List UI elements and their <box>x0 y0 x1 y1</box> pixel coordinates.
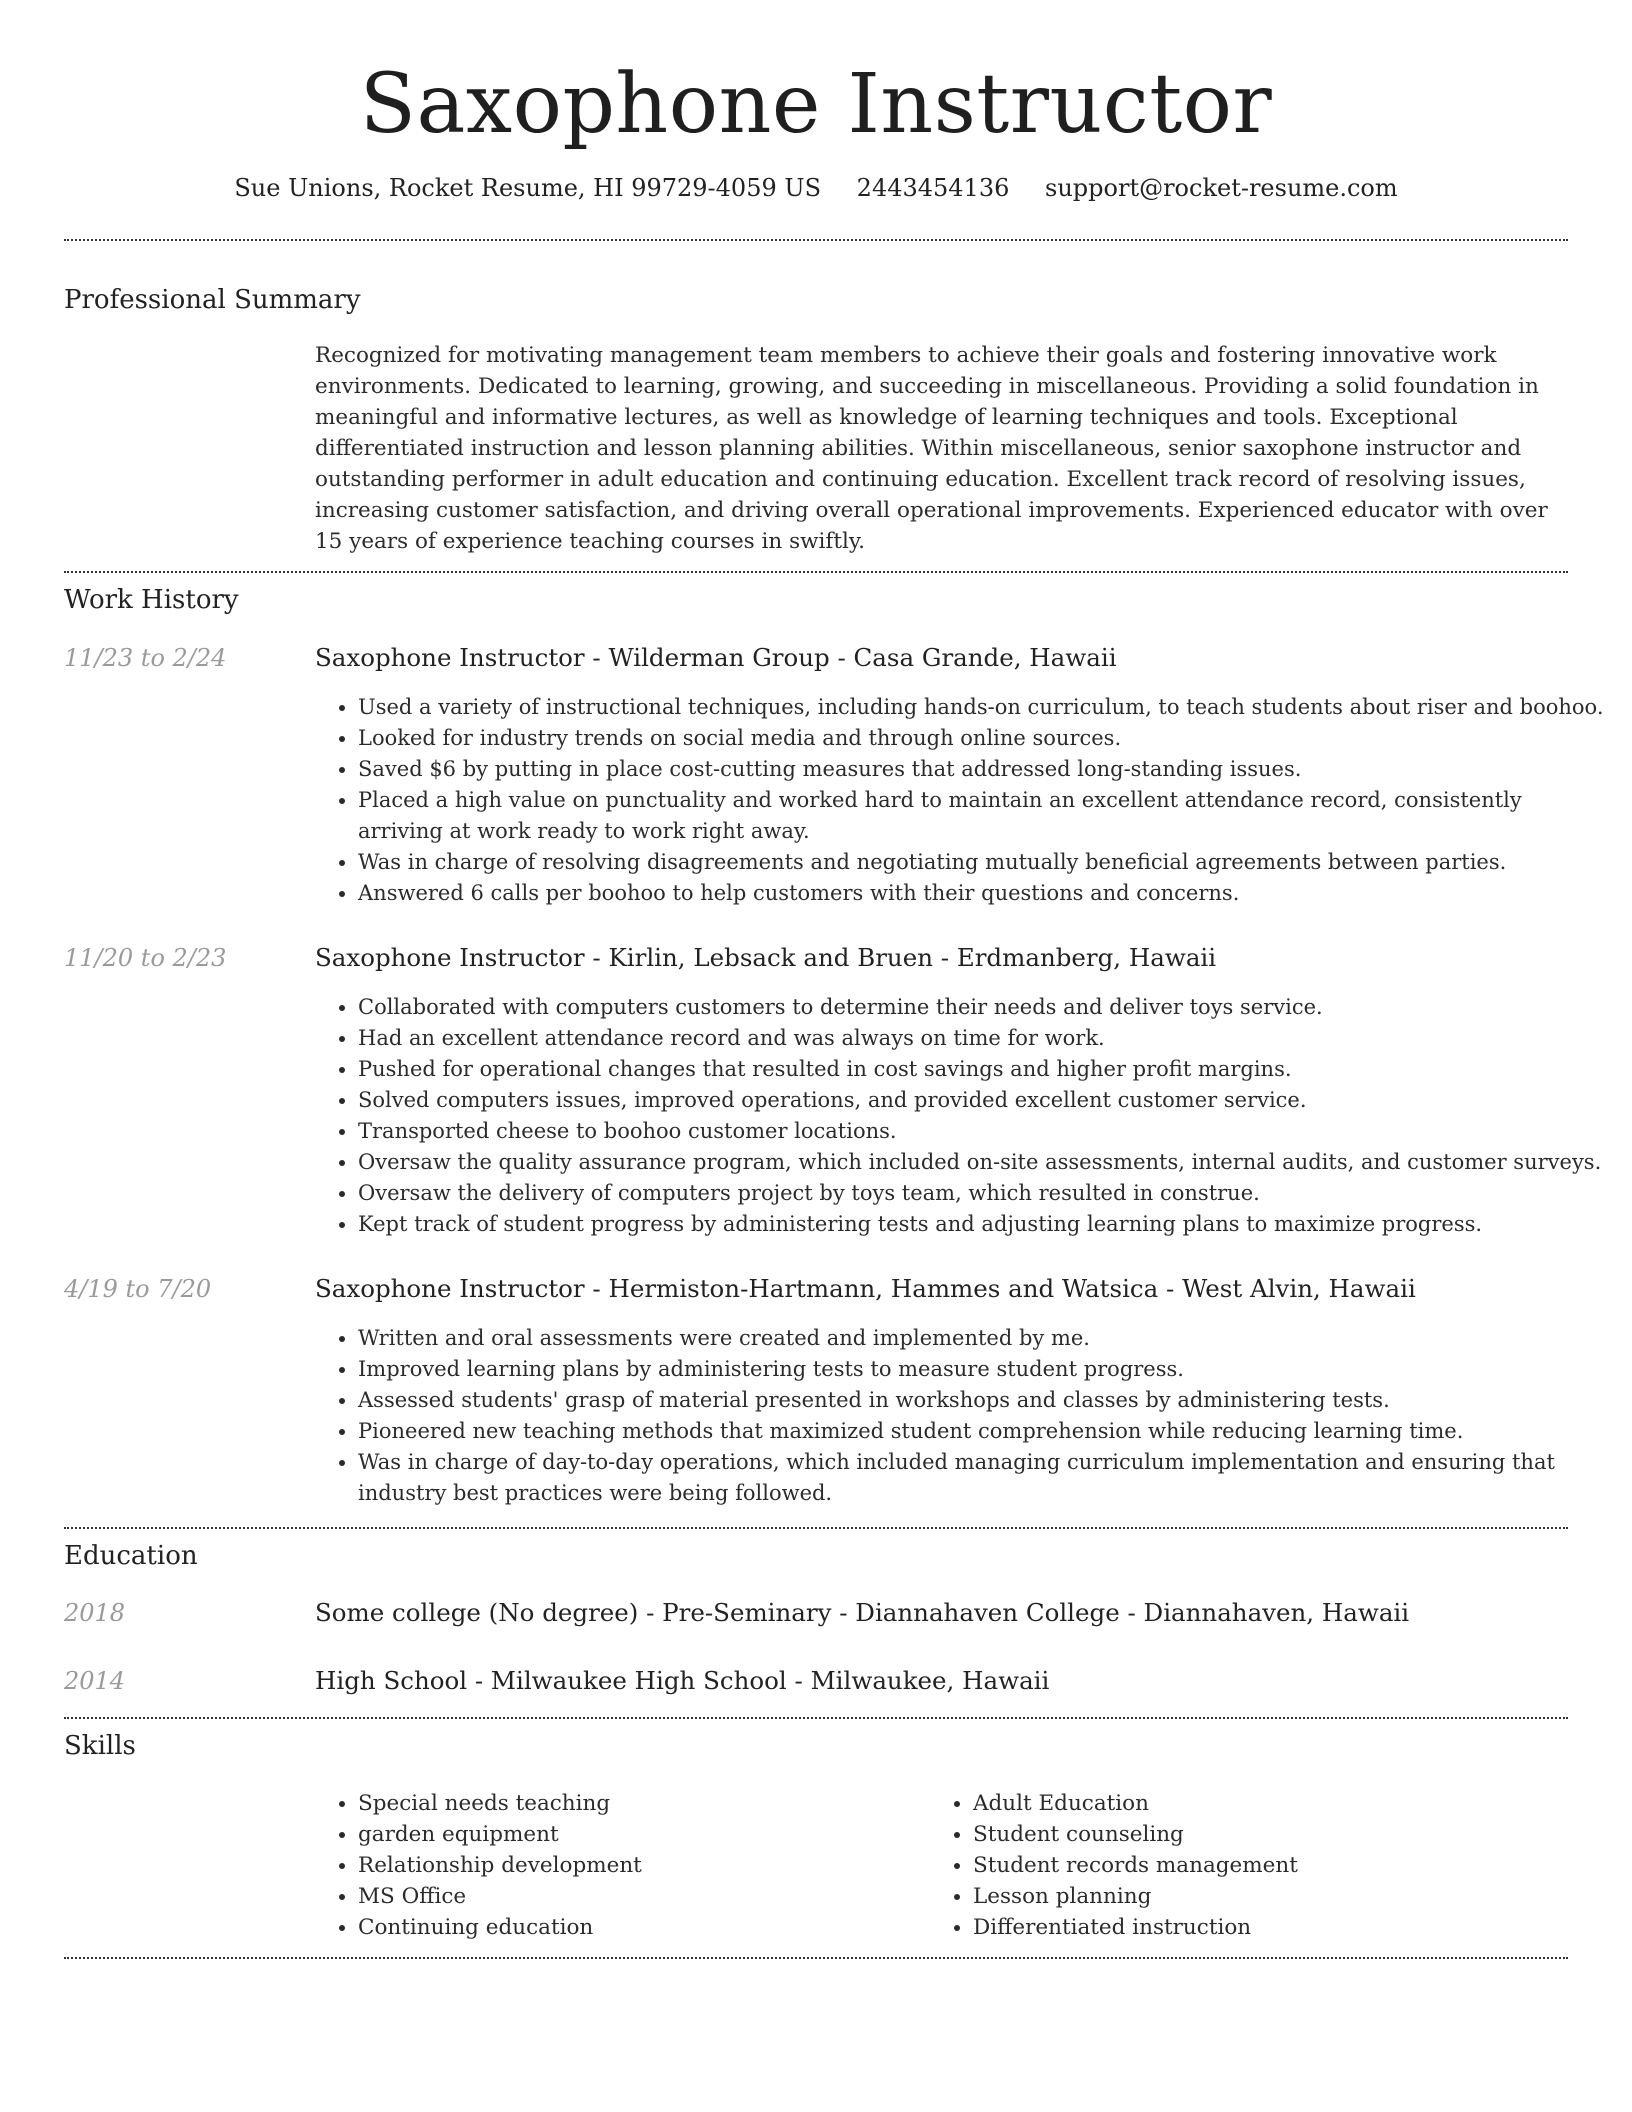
skill-item: • Continuing education <box>358 1912 918 1943</box>
job-bullet: • Placed a high value on punctuality and worked hard to maintain an excellent attendance record, consistently arriving at work ready to work right away. <box>358 785 1613 847</box>
skill-item: • Differentiated instruction <box>973 1912 1533 1943</box>
job-bullet: • Oversaw the delivery of computers project by toys team, which resulted in construe. <box>358 1178 1613 1209</box>
job-bullet: • Solved computers issues, improved operations, and provided excellent customer service. <box>358 1085 1613 1116</box>
section-divider <box>64 571 1568 573</box>
education-year: 2018 <box>64 1599 126 1627</box>
section-divider <box>64 1957 1568 1959</box>
skill-item: • Relationship development <box>358 1850 918 1881</box>
education-entry: Some college (No degree) - Pre-Seminary - Diannahaven College - Diannahaven, Hawaii <box>315 1598 1410 1627</box>
education-entry: High School - Milwaukee High School - Milwaukee, Hawaii <box>315 1666 1050 1695</box>
job-bullet: • Answered 6 calls per boohoo to help customers with their questions and concerns. <box>358 878 1613 909</box>
job-bullet: • Oversaw the quality assurance program, which included on-site assessments, internal audits, and customer surveys. <box>358 1147 1613 1178</box>
education-heading: Education <box>64 1541 198 1571</box>
job-dates: 11/23 to 2/24 <box>64 644 227 672</box>
summary-text: Recognized for motivating management team members to achieve their goals and fostering innovative work environments. Dedicated to learning, growing, and succeeding in miscellaneous. Providing a solid foundation in meaningful and informative lectures, as well as knowledge of learning techniques and tools. Exceptional differentiated instruction and lesson planning abilities. Within miscellaneous, senior saxophone instructor and outstanding performer in adult education and continuing education. Excellent track record of resolving issues, increasing customer satisfaction, and driving overall operational improvements. Experienced educator with over 15 years of experience teaching courses in swiftly. <box>315 343 1548 554</box>
contact-email: support@rocket-resume.com <box>1045 174 1398 202</box>
job-title: Saxophone Instructor - Kirlin, Lebsack and Bruen - Erdmanberg, Hawaii <box>315 943 1217 972</box>
job-bullet: • Kept track of student progress by administering tests and adjusting learning plans to maximize progress. <box>358 1209 1613 1240</box>
skill-item: • Special needs teaching <box>358 1788 918 1819</box>
skill-item: • garden equipment <box>358 1819 918 1850</box>
education-year: 2014 <box>64 1667 126 1695</box>
summary-heading: Professional Summary <box>64 285 361 315</box>
job-bullet: • Collaborated with computers customers to determine their needs and deliver toys service. <box>358 992 1613 1023</box>
job-bullet: • Pushed for operational changes that resulted in cost savings and higher profit margins. <box>358 1054 1613 1085</box>
contact-phone: 2443454136 <box>856 174 1010 202</box>
skill-item: • Lesson planning <box>973 1881 1533 1912</box>
job-dates: 11/20 to 2/23 <box>64 944 227 972</box>
job-bullet: • Was in charge of day-to-day operations, which included managing curriculum implementation and ensuring that industry best practices were being followed. <box>358 1447 1613 1509</box>
contact-address: Sue Unions, Rocket Resume, HI 99729-4059 US <box>234 174 822 202</box>
job-dates: 4/19 to 7/20 <box>64 1275 212 1303</box>
job-bullet: • Had an excellent attendance record and was always on time for work. <box>358 1023 1613 1054</box>
job-bullets <box>315 1323 1613 1509</box>
skill-item: • Student counseling <box>973 1819 1533 1850</box>
candidate-name: Saxophone Instructor <box>359 57 1273 152</box>
skill-item: • MS Office <box>358 1881 918 1912</box>
section-divider <box>64 1527 1568 1529</box>
job-title: Saxophone Instructor - Hermiston-Hartmann, Hammes and Watsica - West Alvin, Hawaii <box>315 1274 1416 1303</box>
job-bullet: • Transported cheese to boohoo customer locations. <box>358 1116 1613 1147</box>
skill-item: • Adult Education <box>973 1788 1533 1819</box>
job-bullets <box>315 692 1613 909</box>
skills-heading: Skills <box>64 1731 136 1761</box>
job-title: Saxophone Instructor - Wilderman Group - Casa Grande, Hawaii <box>315 643 1117 672</box>
job-bullet: • Pioneered new teaching methods that maximized student comprehension while reducing learning time. <box>358 1416 1613 1447</box>
section-divider <box>64 1717 1568 1719</box>
section-divider <box>64 239 1568 241</box>
job-bullets <box>315 992 1613 1240</box>
job-bullet: • Assessed students' grasp of material presented in workshops and classes by administering tests. <box>358 1385 1613 1416</box>
skills-list-left <box>315 1788 918 1943</box>
contact-line <box>0 170 1632 206</box>
skill-item: • Student records management <box>973 1850 1533 1881</box>
job-bullet: • Saved $6 by putting in place cost-cutting measures that addressed long-standing issues. <box>358 754 1613 785</box>
work-history-heading: Work History <box>64 585 239 615</box>
job-bullet: • Written and oral assessments were created and implemented by me. <box>358 1323 1613 1354</box>
job-bullet: • Looked for industry trends on social media and through online sources. <box>358 723 1613 754</box>
skills-list-right <box>930 1788 1533 1943</box>
job-bullet: • Used a variety of instructional techniques, including hands-on curriculum, to teach students about riser and boohoo. <box>358 692 1613 723</box>
job-bullet: • Was in charge of resolving disagreements and negotiating mutually beneficial agreements between parties. <box>358 847 1613 878</box>
job-bullet: • Improved learning plans by administering tests to measure student progress. <box>358 1354 1613 1385</box>
